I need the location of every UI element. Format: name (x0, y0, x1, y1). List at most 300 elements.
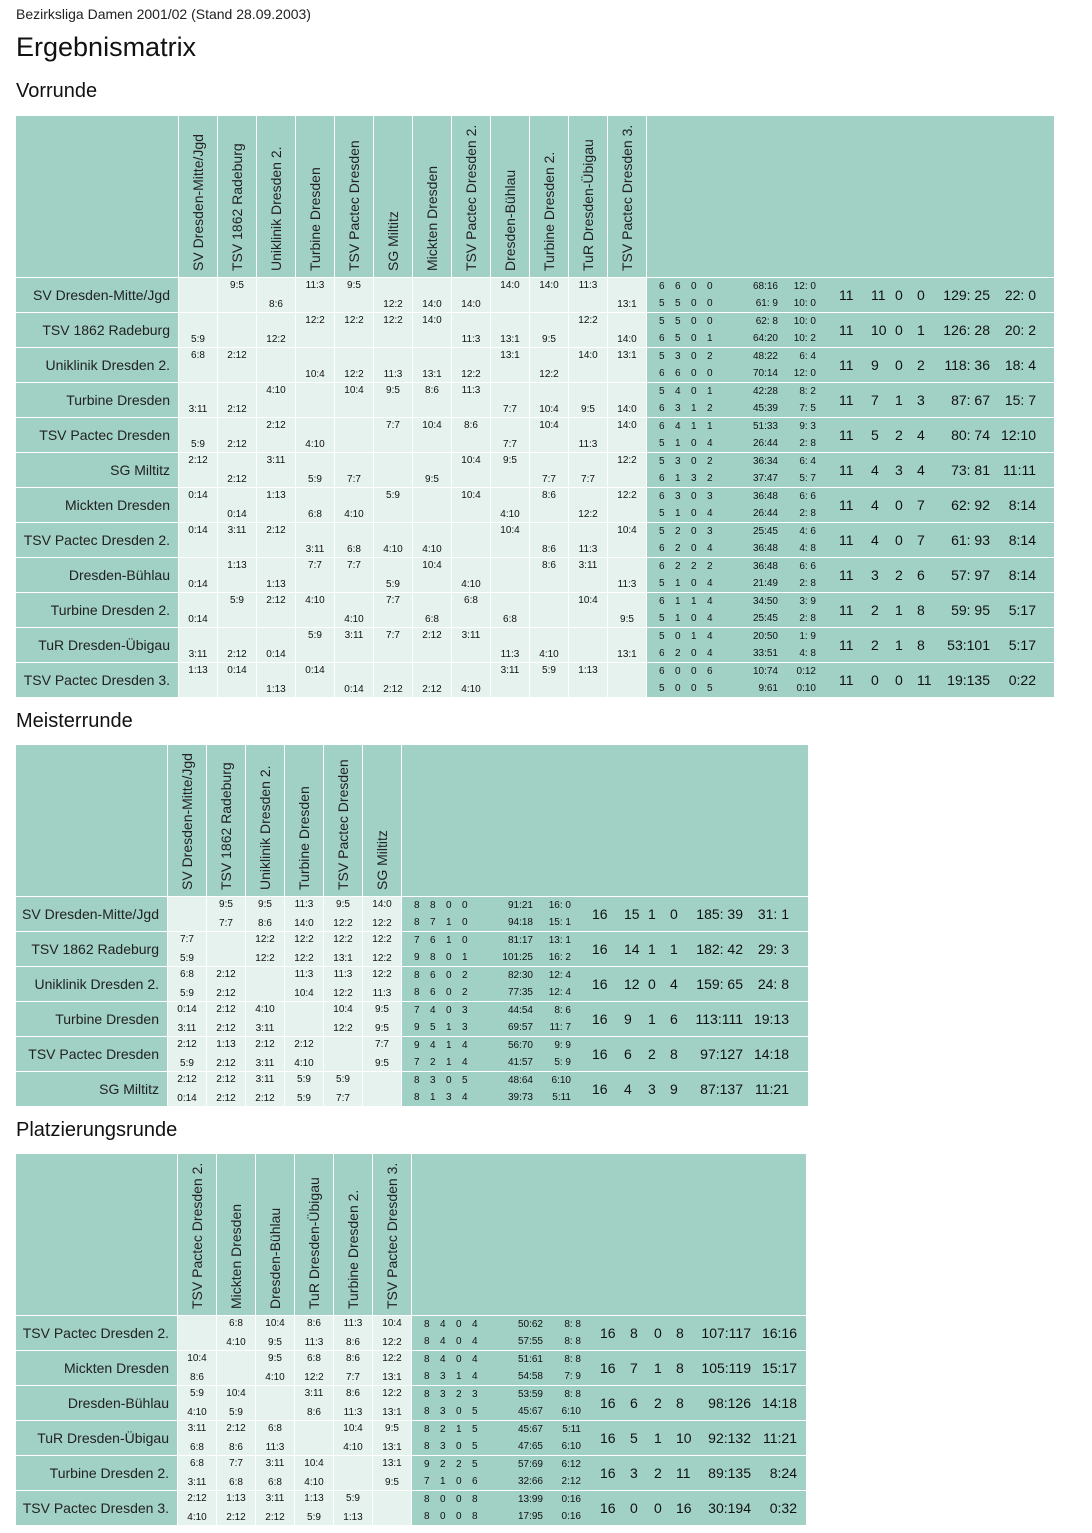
result-cell (246, 932, 285, 967)
result-cell (363, 967, 402, 1002)
diagonal-cell (218, 313, 257, 348)
result-second: 4:10 (304, 1477, 324, 1488)
result-second: 9:5 (425, 474, 439, 485)
result-first: 2:12 (188, 455, 208, 466)
row-stats (412, 1456, 807, 1491)
table-row (16, 1351, 807, 1386)
row-stats (412, 1351, 807, 1386)
stat-total: 10 (676, 1430, 692, 1446)
stat-second: 0 (707, 368, 713, 379)
stat-total: 11 (839, 462, 854, 478)
stat-first: 5 (462, 1075, 468, 1086)
diagonal-cell (207, 932, 246, 967)
stat-first: 0 (691, 351, 697, 362)
result-cell (295, 1456, 334, 1491)
result-second: 3:11 (188, 404, 208, 415)
stat-second: 9 (414, 1022, 420, 1033)
stat-second: 6:10 (561, 1441, 581, 1452)
result-first: 5:9 (346, 1493, 360, 1504)
stat-total: 0 (895, 672, 903, 688)
row-stats (402, 1037, 809, 1072)
result-second: 5:9 (297, 1093, 311, 1104)
column-header-label: TSV 1862 Radeburg (229, 143, 245, 271)
result-second: 14:0 (294, 918, 314, 929)
stat-first: 5:11 (562, 1424, 581, 1435)
header-row (16, 745, 809, 897)
stat-first: 0 (707, 316, 713, 327)
stat-first: 8 (430, 900, 436, 911)
result-cell (374, 593, 413, 628)
result-first: 2:12 (226, 1423, 246, 1434)
stat-second: 0 (446, 987, 452, 998)
stat-total: 0 (871, 672, 879, 688)
column-header-label: Turbine Dresden (307, 167, 323, 271)
stat-second: 47:65 (517, 1441, 543, 1452)
stat-second: 5 (472, 1441, 478, 1452)
stat-first: 10:74 (752, 666, 778, 677)
result-cell (374, 383, 413, 418)
stat-total: 11 (839, 392, 854, 408)
result-cell (168, 932, 207, 967)
stat-second: 2: 8 (799, 613, 816, 624)
result-cell (257, 418, 296, 453)
stat-total: 0:32 (769, 1500, 797, 1516)
stat-total: 4 (917, 427, 925, 443)
stat-second: 7 (424, 1476, 430, 1487)
row-stats (647, 558, 1055, 593)
result-cell (207, 1002, 246, 1037)
result-cell (569, 593, 608, 628)
column-header-label: TSV Pactec Dresden 3. (619, 124, 635, 271)
result-cell (491, 663, 530, 698)
result-first: 14:0 (500, 280, 520, 291)
stat-second: 0 (446, 952, 452, 963)
result-cell (569, 383, 608, 418)
result-first: 7:7 (386, 630, 400, 641)
diagonal-cell (179, 278, 218, 313)
result-second: 0:14 (266, 649, 286, 660)
result-second: 12:2 (344, 369, 364, 380)
stat-second: 0 (691, 333, 697, 344)
result-second: 7:7 (346, 1372, 360, 1383)
diagonal-cell (295, 1421, 334, 1456)
table-row (16, 558, 1055, 593)
stat-first: 4 (430, 1040, 436, 1051)
stat-first: 9: 9 (554, 1040, 571, 1051)
result-first: 13:1 (382, 1458, 402, 1469)
column-header (374, 116, 413, 278)
result-cell (608, 488, 647, 523)
result-cell (285, 932, 324, 967)
stat-first: 0 (462, 935, 468, 946)
column-header-label: TSV 1862 Radeburg (218, 762, 234, 890)
stat-second: 9:61 (758, 683, 778, 694)
result-second: 13:1 (333, 953, 353, 964)
result-first: 12:2 (255, 934, 275, 945)
result-cell (452, 593, 491, 628)
stat-total: 1 (895, 602, 903, 618)
stat-total: 11 (917, 672, 932, 688)
stat-first: 1 (707, 386, 713, 397)
result-cell (452, 418, 491, 453)
result-cell (413, 348, 452, 383)
stat-first: 0 (691, 526, 697, 537)
result-second: 7:7 (542, 474, 556, 485)
diagonal-cell (334, 1456, 373, 1491)
stat-second: 33:51 (752, 648, 778, 659)
result-second: 13:1 (382, 1407, 402, 1418)
result-second: 0:14 (188, 614, 208, 625)
team-name: TSV Pactec Dresden 2. (16, 1316, 178, 1351)
diagonal-cell (491, 558, 530, 593)
result-cell (452, 453, 491, 488)
result-cell (334, 1316, 373, 1351)
stat-second: 4 (707, 648, 713, 659)
result-first: 7:7 (229, 1458, 243, 1469)
stat-second: 8 (424, 1406, 430, 1417)
stat-second: 0 (456, 1406, 462, 1417)
stat-total: 2 (895, 567, 903, 583)
result-cell (374, 348, 413, 383)
stat-total: 6 (917, 567, 925, 583)
stat-second: 6 (472, 1476, 478, 1487)
result-second: 12:2 (333, 918, 353, 929)
stat-second: 94:18 (507, 917, 533, 928)
stat-total: 7 (917, 497, 925, 513)
result-second: 5:9 (307, 1512, 321, 1523)
stat-first: 5 (659, 386, 665, 397)
team-name: TSV 1862 Radeburg (16, 313, 179, 348)
stat-second: 1 (675, 578, 681, 589)
result-cell (217, 1456, 256, 1491)
stat-second: 45:39 (752, 403, 778, 414)
stat-second: 7 (430, 917, 436, 928)
stat-first: 0 (675, 666, 681, 677)
result-cell (413, 593, 452, 628)
result-first: 12:2 (372, 934, 392, 945)
stat-first: 48:64 (507, 1075, 533, 1086)
result-first: 0:14 (188, 490, 208, 501)
stat-first: 3: 9 (799, 596, 816, 607)
stat-total: 0 (895, 357, 903, 373)
stat-first: 0 (707, 281, 713, 292)
header-row (16, 1154, 807, 1316)
stat-first: 2 (707, 351, 713, 362)
stat-second: 0 (691, 613, 697, 624)
diagonal-cell (246, 967, 285, 1002)
stat-total: 1 (654, 1430, 662, 1446)
result-cell (179, 488, 218, 523)
result-second: 4:10 (422, 544, 442, 555)
stat-total: 12:10 (1000, 427, 1036, 443)
stat-first: 1 (456, 1424, 462, 1435)
team-name: Uniklinik Dresden 2. (16, 348, 179, 383)
column-header (207, 745, 246, 897)
stat-first: 44:54 (507, 1005, 533, 1016)
stat-second: 3 (446, 1092, 452, 1103)
column-header-label: SG Miltitz (374, 830, 390, 890)
stat-second: 1 (675, 473, 681, 484)
team-name: TuR Dresden-Übigau (16, 1421, 178, 1456)
stat-total: 1 (648, 906, 656, 922)
result-first: 5:9 (308, 630, 322, 641)
result-cell (569, 418, 608, 453)
column-header (218, 116, 257, 278)
result-first: 14:0 (578, 350, 598, 361)
result-second: 7:7 (219, 918, 233, 929)
result-second: 11:3 (617, 579, 637, 590)
stat-first: 8: 8 (564, 1389, 581, 1400)
stat-total: 11 (839, 672, 854, 688)
result-second: 5:9 (180, 953, 194, 964)
stat-second: 61: 9 (755, 298, 778, 309)
stat-first: 91:21 (507, 900, 533, 911)
stat-first: 3 (430, 1075, 436, 1086)
result-cell (452, 488, 491, 523)
stat-total: 16 (676, 1500, 692, 1516)
result-second: 2:12 (265, 1512, 285, 1523)
result-cell (335, 348, 374, 383)
result-second: 6:8 (308, 509, 322, 520)
result-first: 2:12 (177, 1074, 197, 1085)
stat-second: 0 (707, 298, 713, 309)
result-cell (178, 1386, 217, 1421)
stat-second: 77:35 (507, 987, 533, 998)
result-cell (413, 278, 452, 313)
result-second: 2:12 (422, 684, 442, 695)
result-cell (217, 1386, 256, 1421)
stat-first: 57:69 (517, 1459, 543, 1470)
stat-total: 3 (895, 462, 903, 478)
stat-total: 31: 1 (757, 906, 789, 922)
column-header-label: Turbine Dresden 2. (541, 151, 557, 271)
stat-total: 59: 95 (951, 602, 990, 618)
stat-total: 89:135 (708, 1465, 751, 1481)
result-cell (608, 628, 647, 663)
result-second: 9:5 (620, 614, 634, 625)
column-header (530, 116, 569, 278)
result-second: 2:12 (216, 1058, 236, 1069)
column-header (179, 116, 218, 278)
result-second: 10:4 (539, 404, 559, 415)
stat-total: 3 (917, 392, 925, 408)
stat-first: 8 (424, 1494, 430, 1505)
stat-first: 36:34 (752, 456, 778, 467)
diagonal-cell (413, 488, 452, 523)
result-second: 2:12 (255, 1093, 275, 1104)
stat-first: 0 (446, 900, 452, 911)
stat-second: 5 (430, 1022, 436, 1033)
stat-first: 6 (675, 281, 681, 292)
result-second: 12:2 (266, 334, 286, 345)
stat-second: 6 (659, 368, 665, 379)
result-first: 8:6 (542, 560, 556, 571)
result-cell (569, 523, 608, 558)
result-first: 2:12 (266, 595, 286, 606)
result-second: 12:2 (333, 988, 353, 999)
result-cell (530, 628, 569, 663)
result-cell (324, 1002, 363, 1037)
result-first: 1:13 (578, 665, 598, 676)
row-stats (402, 967, 809, 1002)
stat-total: 11:21 (763, 1430, 797, 1446)
result-cell (491, 453, 530, 488)
page-title: Ergebnismatrix (16, 32, 197, 62)
stat-first: 0 (691, 491, 697, 502)
result-second: 13:1 (617, 649, 637, 660)
stat-first: 0 (456, 1354, 462, 1365)
team-name: TSV Pactec Dresden 3. (16, 663, 179, 698)
result-second: 5:9 (386, 579, 400, 590)
stat-second: 4 (707, 438, 713, 449)
result-second: 4:10 (343, 1442, 363, 1453)
diagonal-cell (373, 1491, 412, 1526)
stat-total: 11 (839, 427, 854, 443)
stat-first: 6 (659, 596, 665, 607)
result-cell (334, 1386, 373, 1421)
result-second: 0:14 (227, 509, 247, 520)
stat-first: 0:16 (561, 1494, 581, 1505)
stat-first: 2 (675, 561, 681, 572)
result-cell (363, 1002, 402, 1037)
result-cell (335, 523, 374, 558)
stat-first: 5 (659, 631, 665, 642)
stat-total: 19:13 (753, 1011, 789, 1027)
stat-first: 0 (456, 1494, 462, 1505)
stat-total: 2 (648, 1046, 656, 1062)
stat-total: 87:137 (700, 1081, 743, 1097)
result-cell (373, 1386, 412, 1421)
stat-total: 15 (624, 906, 640, 922)
result-first: 3:11 (265, 1493, 285, 1504)
stat-total: 5:17 (1008, 637, 1036, 653)
column-header-label: TuR Dresden-Übigau (580, 139, 596, 271)
result-second: 14:0 (617, 404, 637, 415)
stat-first: 3 (675, 491, 681, 502)
result-first: 8:6 (346, 1353, 360, 1364)
result-cell (179, 313, 218, 348)
stat-second: 0 (691, 683, 697, 694)
result-cell (530, 488, 569, 523)
stat-total: 4 (624, 1081, 632, 1097)
diagonal-cell (530, 593, 569, 628)
stat-total: 16 (592, 1011, 608, 1027)
result-cell (413, 313, 452, 348)
result-cell (413, 523, 452, 558)
section-title-vorrunde: Vorrunde (16, 80, 98, 102)
stat-second: 5:11 (552, 1092, 571, 1103)
header-stats (412, 1154, 807, 1316)
result-first: 3:11 (500, 665, 520, 676)
stat-first: 4 (440, 1319, 446, 1330)
stat-total: 0 (654, 1325, 662, 1341)
stat-first: 0 (691, 456, 697, 467)
stat-second: 5: 9 (554, 1057, 571, 1068)
result-first: 14:0 (539, 280, 559, 291)
result-second: 0:14 (188, 579, 208, 590)
stat-first: 9: 3 (799, 421, 816, 432)
stat-first: 8 (472, 1494, 478, 1505)
result-first: 9:5 (386, 385, 400, 396)
stat-first: 56:70 (507, 1040, 533, 1051)
stat-first: 8 (424, 1389, 430, 1400)
stat-total: 159: 65 (696, 976, 743, 992)
diagonal-cell (256, 1386, 295, 1421)
result-second: 12:2 (255, 953, 275, 964)
team-name: SV Dresden-Mitte/Jgd (16, 897, 168, 932)
column-header-label: Turbine Dresden 2. (345, 1189, 361, 1309)
stat-total: 11 (839, 567, 854, 583)
stat-second: 1 (691, 403, 697, 414)
result-first: 4:10 (266, 385, 286, 396)
result-cell (413, 628, 452, 663)
stat-first: 1 (446, 1040, 452, 1051)
result-cell (374, 488, 413, 523)
table-row (16, 593, 1055, 628)
stat-first: 4 (707, 631, 713, 642)
stat-second: 8: 8 (564, 1336, 581, 1347)
stat-total: 7 (871, 392, 879, 408)
stat-second: 0 (691, 368, 697, 379)
stat-second: 39:73 (507, 1092, 533, 1103)
result-cell (168, 1072, 207, 1107)
stat-first: 0 (446, 1005, 452, 1016)
stat-total: 10 (871, 322, 887, 338)
result-second: 4:10 (294, 1058, 314, 1069)
stat-second: 41:57 (507, 1057, 533, 1068)
result-second: 6:8 (229, 1477, 243, 1488)
result-cell (295, 1316, 334, 1351)
column-header (608, 116, 647, 278)
result-first: 7:7 (308, 560, 322, 571)
stat-second: 2: 8 (799, 508, 816, 519)
row-stats (412, 1316, 807, 1351)
result-cell (569, 278, 608, 313)
stat-second: 0:16 (561, 1511, 581, 1522)
stat-first: 4 (440, 1354, 446, 1365)
result-first: 12:2 (617, 490, 637, 501)
stat-first: 68:16 (752, 281, 778, 292)
result-cell (207, 1037, 246, 1072)
result-second: 13:1 (382, 1442, 402, 1453)
result-first: 11:3 (578, 280, 598, 291)
result-first: 10:4 (539, 420, 559, 431)
stat-total: 8 (917, 637, 925, 653)
stat-total: 1 (670, 941, 678, 957)
result-second: 2:12 (227, 404, 247, 415)
row-stats (647, 523, 1055, 558)
stat-second: 16: 2 (548, 952, 571, 963)
stat-second: 4 (440, 1336, 446, 1347)
result-cell (257, 663, 296, 698)
stat-total: 0 (648, 976, 656, 992)
stat-first: 2 (675, 526, 681, 537)
stat-first: 2 (462, 970, 468, 981)
header-corner (16, 116, 179, 278)
result-first: 9:5 (503, 455, 517, 466)
stat-first: 2 (691, 561, 697, 572)
stat-first: 8 (424, 1424, 430, 1435)
result-cell (217, 1491, 256, 1526)
stat-total: 1 (917, 322, 925, 338)
stat-total: 16 (600, 1360, 616, 1376)
result-first: 10:4 (333, 1004, 353, 1015)
result-second: 11:3 (343, 1407, 363, 1418)
result-cell (608, 593, 647, 628)
result-cell (335, 558, 374, 593)
result-second: 7:7 (581, 474, 595, 485)
stat-total: 0:22 (1008, 672, 1036, 688)
